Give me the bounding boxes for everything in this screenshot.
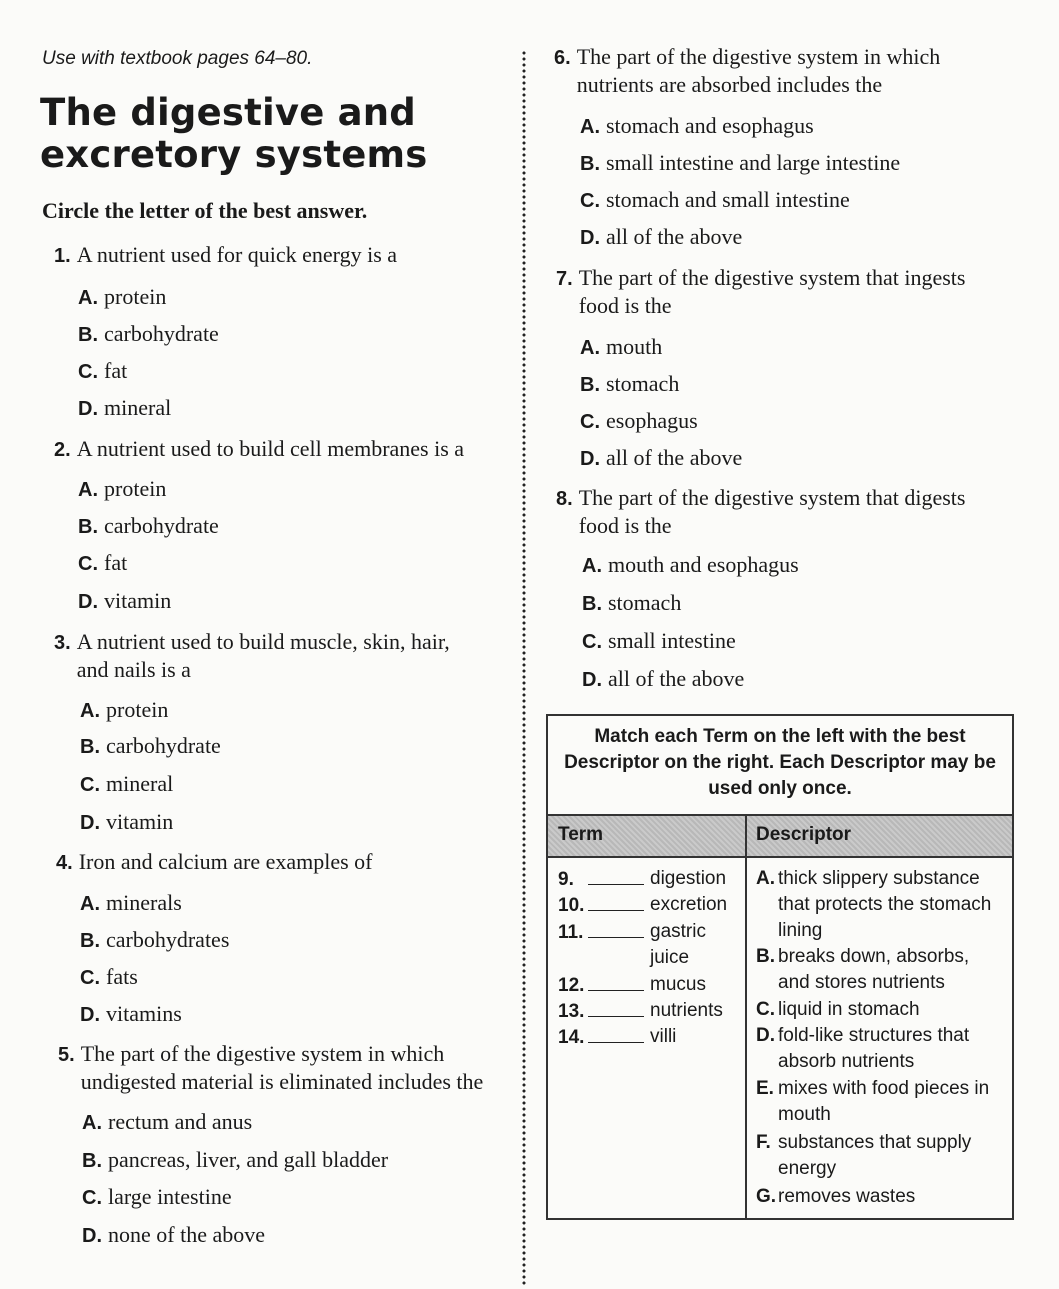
question-text-line-1: The part of the digestive system that ingests (578, 265, 966, 290)
term-row (558, 892, 730, 919)
option-letter: A. (82, 1112, 102, 1134)
option-text: minerals (106, 890, 182, 915)
option-text: mouth and esophagus (608, 552, 799, 577)
q1-option-a[interactable] (78, 284, 166, 311)
descriptor-letter: E. (756, 1078, 774, 1099)
q7-option-b[interactable] (580, 371, 679, 398)
term-number: 13. (558, 1001, 585, 1022)
question-8 (556, 484, 965, 540)
term-word: digestion (650, 868, 727, 889)
q8-option-b[interactable] (582, 590, 681, 617)
descriptor-text: breaks down, absorbs, and stores nutrients (778, 946, 970, 993)
answer-blank[interactable] (588, 998, 644, 1017)
q2-option-b[interactable] (78, 513, 219, 540)
term-column-header: Term (558, 824, 604, 845)
option-letter: D. (580, 448, 600, 470)
q5-option-d[interactable] (82, 1222, 265, 1249)
descriptor-letter: G. (756, 1186, 777, 1207)
option-letter: A. (582, 555, 602, 577)
term-number: 14. (558, 1027, 585, 1048)
option-letter: A. (80, 700, 100, 722)
answer-blank[interactable] (588, 972, 644, 991)
option-text: carbohydrates (106, 927, 230, 952)
term-number: 9. (558, 869, 574, 890)
answer-blank[interactable] (588, 892, 644, 911)
matching-header-row (548, 814, 1012, 858)
option-letter: B. (82, 1150, 102, 1172)
descriptor-item (756, 866, 1006, 944)
option-letter: B. (78, 516, 98, 538)
column-separator (745, 814, 747, 1220)
option-letter: A. (78, 287, 98, 309)
question-number: 7. (556, 268, 573, 290)
descriptor-letter: A. (756, 868, 775, 889)
option-letter: D. (78, 591, 98, 613)
term-number: 11. (558, 922, 584, 943)
option-text: stomach and esophagus (606, 113, 814, 138)
question-text: Iron and calcium are examples of (78, 849, 373, 874)
answer-blank[interactable] (588, 866, 644, 885)
q3-option-d[interactable] (80, 809, 173, 836)
descriptor-letter: D. (756, 1025, 775, 1046)
option-letter: D. (78, 398, 98, 420)
option-text: carbohydrate (106, 733, 221, 758)
question-number: 5. (58, 1044, 75, 1066)
source-line: Use with textbook pages 64–80. (42, 48, 313, 69)
term-row (558, 998, 730, 1025)
option-text: vitamins (106, 1001, 182, 1026)
descriptor-text: liquid in stomach (778, 999, 920, 1020)
option-letter: B. (580, 153, 600, 175)
question-1 (54, 241, 397, 270)
descriptor-text: fold-like structures that absorb nutrients (778, 1025, 970, 1072)
term-number: 12. (558, 975, 585, 996)
option-text: small intestine (608, 628, 736, 653)
option-text: rectum and anus (108, 1109, 253, 1134)
option-text: protein (104, 476, 167, 501)
question-text (579, 484, 966, 540)
option-letter: C. (78, 361, 98, 383)
q5-option-a[interactable] (82, 1109, 252, 1136)
option-letter: B. (80, 736, 100, 758)
option-text: large intestine (108, 1184, 232, 1209)
option-text: none of the above (108, 1222, 265, 1247)
option-text: stomach (606, 371, 680, 396)
term-word: excretion (650, 894, 728, 915)
q1-option-d[interactable] (78, 395, 171, 422)
option-text: all of the above (606, 224, 743, 249)
option-letter: B. (80, 930, 100, 952)
descriptor-letter: B. (756, 946, 775, 967)
descriptor-column-header: Descriptor (756, 824, 852, 845)
q5-option-c[interactable] (82, 1184, 232, 1211)
question-text (579, 264, 966, 320)
option-letter: B. (582, 593, 602, 615)
matching-instructions-line-2: Descriptor on the right. Each Descriptor may be (564, 752, 996, 773)
option-letter: C. (78, 553, 98, 575)
option-text: fat (104, 550, 128, 575)
option-letter: B. (78, 324, 98, 346)
option-letter: B. (580, 374, 600, 396)
column-divider (522, 50, 526, 1285)
question-text (577, 43, 941, 99)
descriptor-letter: C. (756, 999, 775, 1020)
question-3 (54, 628, 450, 684)
matching-instructions-line-3: used only once. (708, 778, 852, 799)
option-letter: C. (80, 967, 100, 989)
question-5 (58, 1040, 483, 1096)
q4-option-c[interactable] (80, 964, 138, 991)
term-row (558, 919, 720, 971)
q3-option-c[interactable] (80, 771, 173, 798)
option-letter: C. (82, 1187, 102, 1209)
descriptor-item (756, 1023, 1006, 1075)
option-letter: C. (580, 190, 600, 212)
descriptor-text: thick slippery substance that protects the stomach lining (778, 868, 992, 941)
option-text: all of the above (606, 445, 743, 470)
descriptor-letter: F. (756, 1132, 771, 1153)
option-letter: A. (580, 337, 600, 359)
term-row (558, 972, 730, 999)
question-number: 6. (554, 47, 571, 69)
option-letter: D. (82, 1225, 102, 1247)
option-text: all of the above (608, 666, 745, 691)
option-text: protein (104, 284, 167, 309)
q6-option-a[interactable] (580, 113, 814, 140)
q4-option-a[interactable] (80, 890, 182, 917)
descriptor-item (756, 997, 1006, 1023)
question-6 (554, 43, 940, 99)
q3-option-a[interactable] (80, 697, 168, 724)
q7-option-c[interactable] (580, 408, 698, 435)
descriptor-item (756, 1184, 1006, 1210)
title-line-2: excretory systems (40, 133, 428, 176)
option-text: mineral (104, 395, 172, 420)
title-line-1: The digestive and (40, 91, 416, 134)
option-letter: D. (582, 669, 602, 691)
q2-option-d[interactable] (78, 588, 171, 615)
option-letter: C. (80, 774, 100, 796)
option-text: mineral (106, 771, 174, 796)
question-4 (56, 848, 373, 877)
term-row (558, 866, 730, 893)
descriptor-text: substances that supply energy (778, 1132, 972, 1179)
question-text-line-1: The part of the digestive system that digests (578, 485, 966, 510)
option-text: fats (106, 964, 138, 989)
option-text: pancreas, liver, and gall bladder (108, 1147, 389, 1172)
q3-option-b[interactable] (80, 733, 221, 760)
option-letter: D. (80, 812, 100, 834)
q8-option-a[interactable] (582, 552, 799, 579)
q2-option-a[interactable] (78, 476, 166, 503)
page-title (40, 92, 428, 176)
q7-option-d[interactable] (580, 445, 742, 472)
question-text-line-2: and nails is a (76, 657, 191, 682)
question-text (81, 1040, 484, 1096)
q6-option-c[interactable] (580, 187, 850, 214)
option-letter: A. (580, 116, 600, 138)
q4-option-d[interactable] (80, 1001, 182, 1028)
option-text: protein (106, 697, 169, 722)
option-text: carbohydrate (104, 513, 219, 538)
q8-option-c[interactable] (582, 628, 736, 655)
question-number: 8. (556, 488, 573, 510)
q8-option-d[interactable] (582, 666, 744, 693)
instructions: Circle the letter of the best answer. (42, 198, 368, 223)
term-number: 10. (558, 895, 585, 916)
option-text: mouth (606, 334, 663, 359)
option-text: stomach and small intestine (606, 187, 850, 212)
answer-blank[interactable] (588, 919, 644, 938)
q6-option-d[interactable] (580, 224, 742, 251)
question-number: 4. (56, 852, 73, 874)
option-letter: C. (580, 411, 600, 433)
option-letter: A. (80, 893, 100, 915)
option-letter: D. (80, 1004, 100, 1026)
descriptor-item (756, 944, 1006, 996)
question-text-line-2: undigested material is eliminated includes the (80, 1069, 484, 1094)
descriptor-text: mixes with food pieces in mouth (778, 1078, 990, 1125)
q2-option-c[interactable] (78, 550, 127, 577)
descriptor-item (756, 1130, 1006, 1182)
q7-option-a[interactable] (580, 334, 662, 361)
term-word: mucus (650, 974, 706, 995)
q4-option-b[interactable] (80, 927, 229, 954)
option-text: fat (104, 358, 128, 383)
matching-instructions (548, 724, 1012, 802)
question-text-line-2: nutrients are absorbed includes the (576, 72, 883, 97)
q1-option-c[interactable] (78, 358, 127, 385)
term-word: gastric juice (650, 921, 706, 968)
option-letter: D. (580, 227, 600, 249)
option-text: vitamin (106, 809, 174, 834)
question-text (77, 628, 450, 684)
q1-option-b[interactable] (78, 321, 219, 348)
q5-option-b[interactable] (82, 1147, 388, 1174)
option-text: vitamin (104, 588, 172, 613)
question-text-line-1: The part of the digestive system in which (80, 1041, 445, 1066)
option-letter: C. (582, 631, 602, 653)
option-text: carbohydrate (104, 321, 219, 346)
question-text-line-2: food is the (578, 293, 672, 318)
option-text: esophagus (606, 408, 698, 433)
term-word: nutrients (650, 1000, 723, 1021)
question-text: A nutrient used to build cell membranes is a (76, 436, 465, 461)
matching-table (546, 714, 1014, 1220)
question-text-line-1: A nutrient used to build muscle, skin, hair, (76, 629, 450, 654)
term-word: villi (650, 1026, 677, 1047)
question-number: 1. (54, 245, 71, 267)
question-7 (556, 264, 965, 320)
question-text-line-2: food is the (578, 513, 672, 538)
matching-instructions-line-1: Match each Term on the left with the best (594, 726, 966, 747)
option-text: stomach (608, 590, 682, 615)
term-row (558, 1024, 730, 1051)
descriptor-text: removes wastes (778, 1186, 916, 1207)
option-letter: A. (78, 479, 98, 501)
question-2 (54, 435, 464, 464)
question-text: A nutrient used for quick energy is a (76, 242, 398, 267)
answer-blank[interactable] (588, 1024, 644, 1043)
q6-option-b[interactable] (580, 150, 900, 177)
question-text-line-1: The part of the digestive system in which (576, 44, 941, 69)
option-text: small intestine and large intestine (606, 150, 901, 175)
question-number: 2. (54, 439, 71, 461)
descriptor-item (756, 1076, 1006, 1128)
question-number: 3. (54, 632, 71, 654)
